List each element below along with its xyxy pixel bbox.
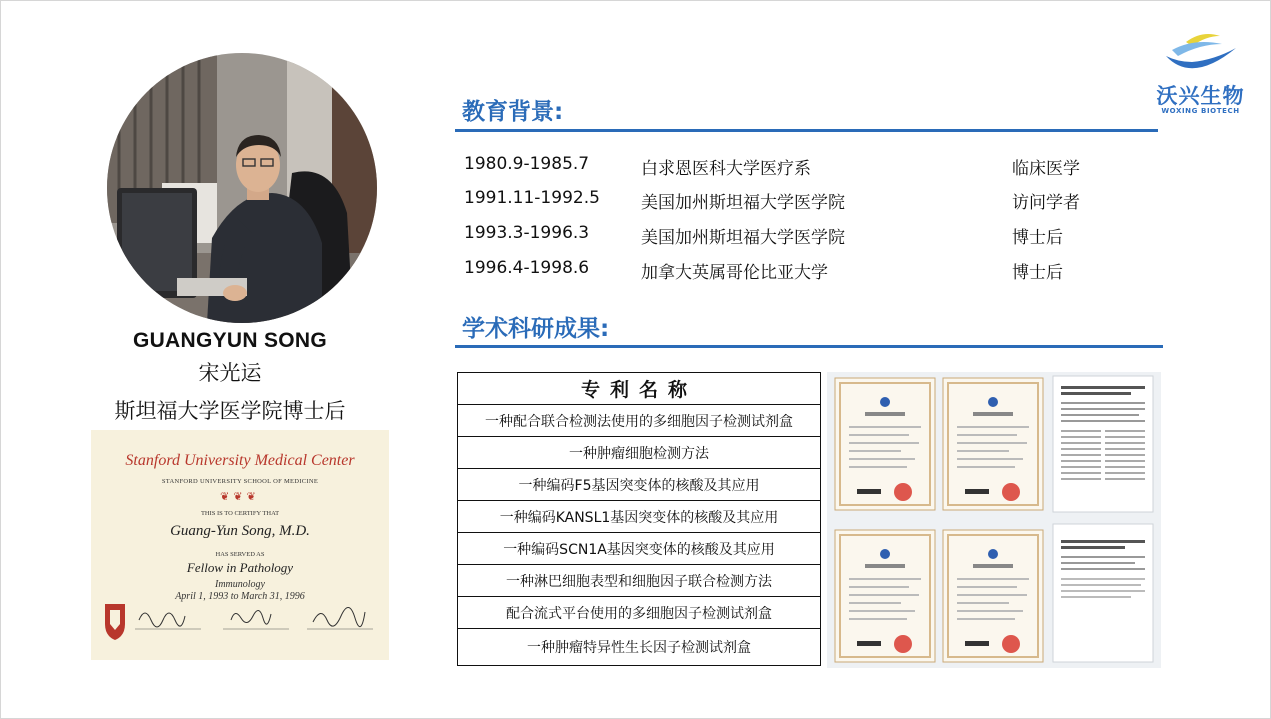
person-name-english: GUANGYUN SONG <box>132 329 328 352</box>
wave-logo-icon <box>1162 28 1240 80</box>
certificate-field: Immunology <box>215 579 265 590</box>
education-period: 1996.4-1998.6 <box>464 258 590 278</box>
certificate-school: STANFORD UNIVERSITY SCHOOL OF MEDICINE <box>161 478 319 485</box>
patent-name: 一种肿瘤细胞检测方法 <box>458 437 821 469</box>
education-school: 加拿大英属哥伦比亚大学 <box>641 263 828 283</box>
portrait-photo <box>107 53 377 323</box>
education-school: 美国加州斯坦福大学医学院 <box>641 193 845 213</box>
patent-certificate-image <box>835 378 935 510</box>
patent-certificate-image <box>835 530 935 662</box>
certificate-dates: April 1, 1993 to March 31, 1996 <box>175 591 305 602</box>
education-period: 1980.9-1985.7 <box>464 154 590 174</box>
education-period: 1991.11-1992.5 <box>464 188 600 208</box>
education-period: 1993.3-1996.3 <box>464 223 590 243</box>
patent-certificate-image <box>943 530 1043 662</box>
education-role: 博士后 <box>1012 228 1063 248</box>
company-logo <box>1148 28 1253 120</box>
education-school: 白求恩医科大学医疗系 <box>641 159 811 179</box>
patent-name: 一种编码SCN1A基因突变体的核酸及其应用 <box>458 533 821 565</box>
research-paper-image <box>1053 376 1153 512</box>
education-divider <box>455 129 1158 132</box>
achievements-heading: 学术科研成果: <box>462 316 610 342</box>
education-heading: 教育背景: <box>462 99 564 125</box>
patent-table <box>457 372 821 666</box>
company-name-english: WOXING BIOTECH <box>1161 107 1240 115</box>
patent-table-header: 专利名称 <box>458 373 821 405</box>
patent-name: 配合流式平台使用的多细胞因子检测试剂盒 <box>458 597 821 629</box>
person-name-chinese: 宋光运 <box>198 361 262 385</box>
patent-name: 一种编码KANSL1基因突变体的核酸及其应用 <box>458 501 821 533</box>
education-role: 访问学者 <box>1012 193 1080 213</box>
education-role: 临床医学 <box>1012 159 1080 179</box>
certificate-served-as: HAS SERVED AS <box>215 551 265 558</box>
patent-name: 一种配合联合检测法使用的多细胞因子检测试剂盒 <box>458 405 821 437</box>
certificate-institution: Stanford University Medical Center <box>125 452 355 469</box>
achievements-divider <box>455 345 1163 348</box>
patent-name: 一种编码F5基因突变体的核酸及其应用 <box>458 469 821 501</box>
certificate-position: Fellow in Pathology <box>186 560 294 575</box>
company-name: 沃兴生物 <box>1156 84 1245 108</box>
ornament-icon: ❦❦❦ <box>220 490 260 503</box>
research-paper-image <box>1053 524 1153 662</box>
education-role: 博士后 <box>1012 263 1063 283</box>
certificate-holder: Guang-Yun Song, M.D. <box>170 523 310 539</box>
education-school: 美国加州斯坦福大学医学院 <box>641 228 845 248</box>
patent-certificate-image <box>943 378 1043 510</box>
person-title: 斯坦福大学医学院博士后 <box>114 399 346 423</box>
stanford-certificate <box>91 430 389 660</box>
certificate-certify-line: THIS IS TO CERTIFY THAT <box>200 510 280 517</box>
patent-name: 一种淋巴细胞表型和细胞因子联合检测方法 <box>458 565 821 597</box>
patent-certificates-gallery <box>827 372 1161 668</box>
patent-name: 一种肿瘤特异性生长因子检测试剂盒 <box>458 629 821 666</box>
signatures-icon <box>91 598 389 648</box>
